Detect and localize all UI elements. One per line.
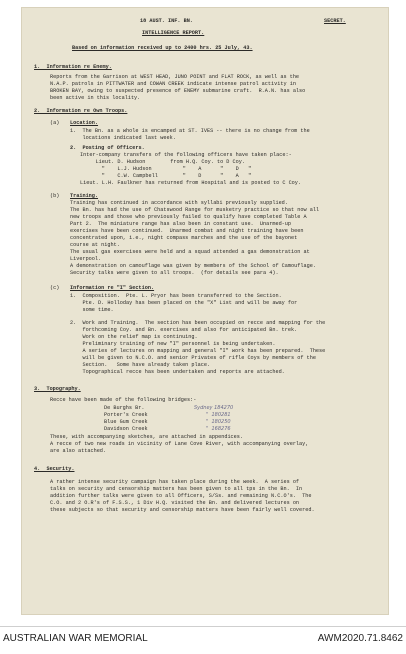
section-3-heading: 3. Topography. [34,386,81,392]
archive-name: AUSTRALIAN WAR MEMORIAL [3,633,148,644]
posting-line: Lieut. D. Hudson from H.Q. Coy. to D Coy. [80,159,245,165]
work-training-line: forthcoming Coy. and Bn. exercises and also for anticipated Bn. trek. [70,327,298,333]
composition-line: some time. [70,307,114,313]
composition-line: 1. Composition. Pte. L. Pryor has been transferred to the Section. [70,293,282,299]
training-line: The Bn. has had the use of Chatswood Range for musketry practice so that now all [70,207,320,213]
location-line: 1. The Bn. as a whole is encamped at ST. IVES -- there is no change from the [70,128,310,134]
security-line: C.O. and 2 O.R's of F.S.S., 1 Div H.Q. visited the Bn. and delivered lectures on [50,500,300,506]
document-page [22,8,388,614]
training-line: new troops and those who previously failed to qualify have completed Table A [70,214,307,220]
bridge-name: Davidson Creek [104,426,148,432]
posting-line: " C.W. Campbell " D " A " [80,173,252,179]
bridge-grid-ref: " 180250 [206,419,231,425]
work-training-line: Work on the relief map is continuing. [70,334,198,340]
security-line: talks on security and censorship matters has been given to all tps in the Bn. In [50,486,303,492]
subsection-a-label: (a) [50,120,60,126]
location-heading: Location. [70,120,99,126]
subsection-c-label: (c) [50,285,60,291]
section-1-line: BROKEN BAY, owing to suspected presence of ENEMY submarine craft. R.A.N. has also [50,88,306,94]
bridge-name: Blue Gum Creek [104,419,148,425]
location-line: locations indicated last week. [70,135,176,141]
report-subtitle: Based on information received up to 2400 hrs. 25 July, 43. [72,45,253,51]
work-training-line: Preliminary training of new "I" personnel is being undertaken. [70,341,276,347]
bridge-grid-ref: " 168276 [206,426,231,432]
subsection-b-label: (b) [50,193,60,199]
work-training-line: Section. Some have already taken place. [70,362,211,368]
topography-line: are also attached. [50,448,107,454]
section-4-heading: 4. Security. [34,466,75,472]
bridge-grid-ref: " 180281 [206,412,231,418]
posting-line: Lieut. L.H. Faulkner has returned from Hospital and is posted to C Coy. [80,180,302,186]
training-line: exercises have been continued. Unarmed combat and night training have been [70,228,304,234]
training-line: A demonstration on camouflage was given by members of the School of Camouflage. [70,263,316,269]
security-line: A rather intense security campaign has taken place during the week. A series of [50,479,300,485]
training-line: course at night. [70,242,120,248]
work-training-line: 2. Work and Training. The section has been occupied on recce and mapping for the [70,320,326,326]
security-line: addition further talks were given to all Officers, S/Ss. and remaining N.C.O's. The [50,493,312,499]
section-1-heading: 1. Information re Enemy. [34,64,112,70]
section-1-line: N.A.P. patrols in PITTWATER and COWAN CREEK indicate intense patrol activity in [50,81,296,87]
bridge-grid-ref: Sydney 184270 [194,405,234,411]
training-line: Liverpool. [70,256,102,262]
archive-reference: AWM2020.71.8462 [317,633,403,644]
work-training-line: will be given to N.C.O. and senior Privates of rifle Coys by members of the [70,355,316,361]
security-line: these subjects so that security and censorship matters have been fairly well covered. [50,507,315,513]
composition-line: Pte. D. Holloday has been placed on the "X" List and will be away for [70,300,298,306]
archive-footer [0,626,406,654]
work-training-line: A series of lectures on mapping and general "I" work has been prepared. These [70,348,326,354]
section-1-line: Reports from the Garrison at WEST HEAD, JUNO POINT and FLAT ROCK, as well as the [50,74,300,80]
training-line: concentrated upon, i.e., night compass marches and the use of the bayonet [70,235,298,241]
topography-line: A recce of two new roads in vicinity of Lane Cove River, with accompanying overlay, [50,441,309,447]
bridge-name: De Burghs Br. [104,405,145,411]
i-section-heading: Information re "I" Section. [70,285,155,291]
posting-officers-heading: 2. Posting of Officers. [70,145,145,151]
training-line: The usual gas exercises were held and a squad attended a gas demonstration at [70,249,310,255]
unit-name: 18 AUST. INF. BN. [140,18,193,24]
training-line: Part 2. The miniature range has also been in constant use. Unarmed-up [70,221,292,227]
posting-line: " L.J. Hudson " A " D " [80,166,252,172]
bridge-name: Porter's Creek [104,412,148,418]
topography-intro: Recce have been made of the following bridges:- [50,397,197,403]
training-line: Security talks were given to all troops. (for details see para 4). [70,270,279,276]
classification-mark: SECRET. [324,18,346,24]
report-title: INTELLIGENCE REPORT. [142,30,205,36]
training-heading: Training. [70,193,99,199]
section-1-line: been active in this locality. [50,95,141,101]
section-2-heading: 2. Information re Own Troops. [34,108,128,114]
posting-line: Inter-company transfers of the following officers have taken place:- [80,152,292,158]
work-training-line: Topographical recce has been undertaken and reports are attached. [70,369,285,375]
topography-line: These, with accompanying sketches, are attached in appendices. [50,434,244,440]
training-line: Training has continued in accordance with syllabi previously supplied. [70,200,288,206]
